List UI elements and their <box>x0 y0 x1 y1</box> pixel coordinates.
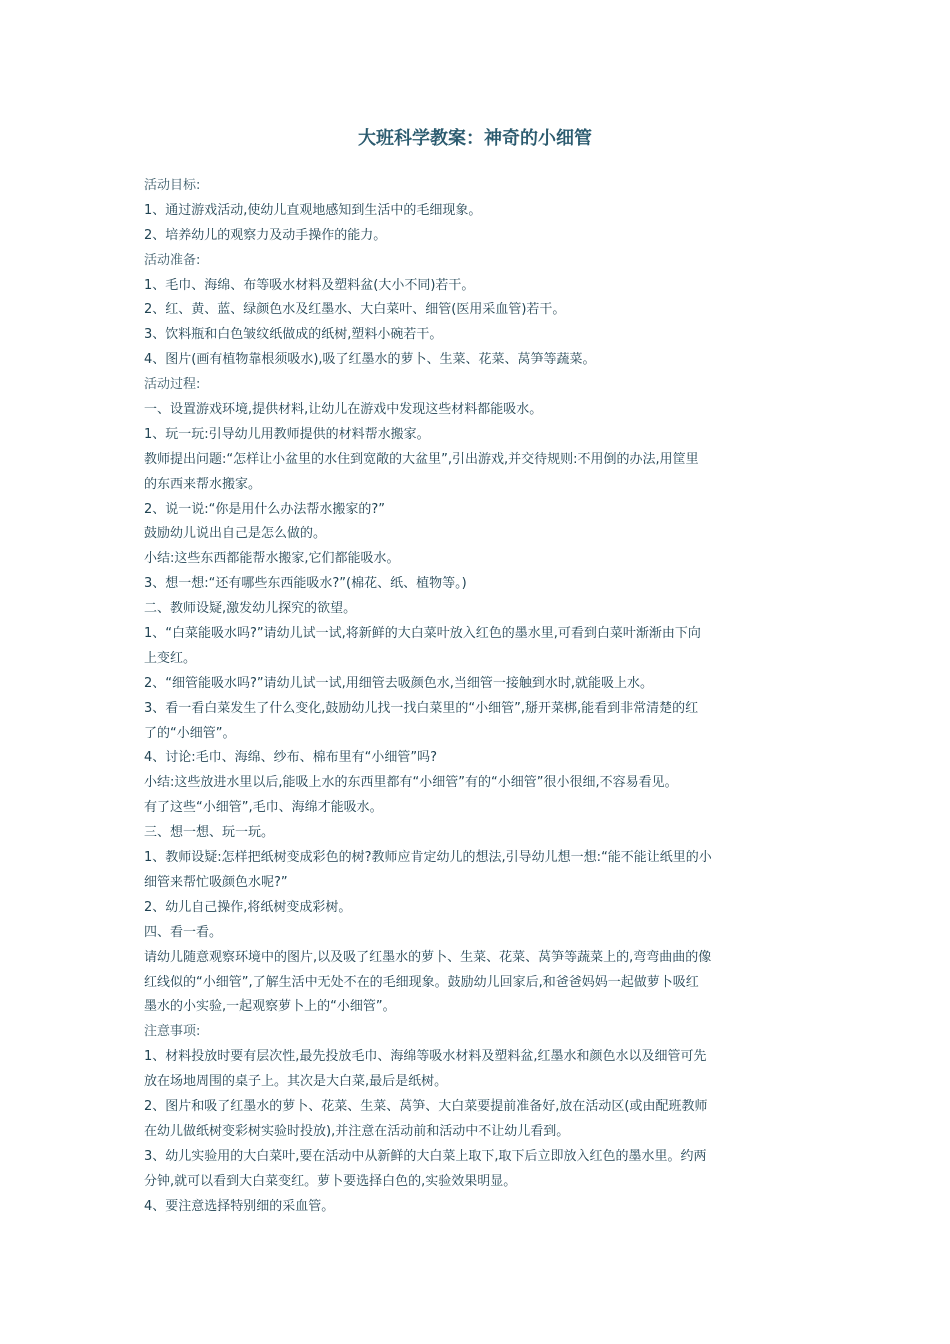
paragraph-line: 1、教师设疑:怎样把纸树变成彩色的树?教师应肯定幼儿的想法,引导幼儿想一想:“能不能让纸里的小 <box>144 850 712 866</box>
paragraph-line: 三、想一想、玩一玩。 <box>144 825 275 841</box>
document-title: 大班科学教案：神奇的小细管 <box>358 128 592 149</box>
paragraph-line: 2、红、黄、蓝、绿颜色水及红墨水、大白菜叶、细管(医用采血管)若干。 <box>144 302 566 318</box>
section-heading: 活动过程: <box>144 377 201 393</box>
paragraph-line: 3、看一看白菜发生了什么变化,鼓励幼儿找一找白菜里的“小细管”,掰开菜梆,能看到非常清楚的红 <box>144 700 699 716</box>
paragraph-line: 鼓励幼儿说出自己是怎么做的。 <box>144 526 327 542</box>
paragraph-line: 1、毛巾、海绵、布等吸水材料及塑料盆(大小不同)若干。 <box>144 277 475 293</box>
paragraph-line: 小结:这些放进水里以后,能吸上水的东西里都有“小细管”有的“小细管”很小很细,不容易看见。 <box>144 775 678 791</box>
paragraph-line: 墨水的小实验,一起观察萝卜上的“小细管”。 <box>144 999 396 1015</box>
section-heading: 注意事项: <box>144 1024 201 1040</box>
paragraph-line: 1、通过游戏活动,使幼儿直观地感知到生活中的毛细现象。 <box>144 202 482 218</box>
paragraph-line: 3、幼儿实验用的大白菜叶,要在活动中从新鲜的大白菜上取下,取下后立即放入红色的墨水里。约两 <box>144 1148 707 1164</box>
section-heading: 活动准备: <box>144 252 201 268</box>
paragraph-line: 1、材料投放时要有层次性,最先投放毛巾、海绵等吸水材料及塑料盆,红墨水和颜色水以及细管可先 <box>144 1049 707 1065</box>
paragraph-line: 分钟,就可以看到大白菜变红。萝卜要选择白色的,实验效果明显。 <box>144 1173 517 1189</box>
paragraph-line: 4、要注意选择特别细的采血管。 <box>144 1198 335 1214</box>
paragraph-line: 四、看一看。 <box>144 924 223 940</box>
paragraph-line: 1、“白菜能吸水吗?”请幼儿试一试,将新鲜的大白菜叶放入红色的墨水里,可看到白菜叶渐渐由下向 <box>144 626 701 642</box>
paragraph-line: 细管来帮忙吸颜色水呢?” <box>144 874 288 890</box>
paragraph-line: 1、玩一玩:引导幼儿用教师提供的材料帮水搬家。 <box>144 426 430 442</box>
section-heading: 活动目标: <box>144 178 201 193</box>
paragraph-line: 4、讨论:毛巾、海绵、纱布、棉布里有“小细管”吗? <box>144 750 438 766</box>
paragraph-line: 的东西来帮水搬家。 <box>144 476 262 492</box>
paragraph-line: 有了这些“小细管”,毛巾、海绵才能吸水。 <box>144 800 383 816</box>
paragraph-line: 了的“小细管”。 <box>144 725 236 741</box>
paragraph-line: 红线似的“小细管”,了解生活中无处不在的毛细现象。鼓励幼儿回家后,和爸爸妈妈一起做萝卜吸红 <box>144 974 699 990</box>
paragraph-line: 请幼儿随意观察环境中的图片,以及吸了红墨水的萝卜、生菜、花菜、莴笋等蔬菜上的,弯弯曲曲的像 <box>144 949 712 965</box>
paragraph-line: 一、设置游戏环境,提供材料,让幼儿在游戏中发现这些材料都能吸水。 <box>144 402 543 418</box>
paragraph-line: 上变红。 <box>144 650 197 666</box>
paragraph-line: 在幼儿做纸树变彩树实验时投放),并注意在活动前和活动中不让幼儿看到。 <box>144 1123 570 1139</box>
paragraph-line: 小结:这些东西都能帮水搬家,它们都能吸水。 <box>144 551 400 567</box>
paragraph-line: 二、教师设疑,激发幼儿探究的欲望。 <box>144 601 357 617</box>
paragraph-line: 4、图片(画有植物靠根须吸水),吸了红墨水的萝卜、生菜、花菜、莴笋等蔬菜。 <box>144 352 596 368</box>
document-body <box>144 174 812 1219</box>
paragraph-line: 2、“细管能吸水吗?”请幼儿试一试,用细管去吸颜色水,当细管一接触到水时,就能吸上水。 <box>144 675 654 691</box>
paragraph-line: 2、图片和吸了红墨水的萝卜、花菜、生菜、莴笋、大白菜要提前准备好,放在活动区(或由配班教师 <box>144 1098 708 1114</box>
paragraph-line: 放在场地周围的桌子上。其次是大白菜,最后是纸树。 <box>144 1074 448 1090</box>
paragraph-line: 2、说一说:“你是用什么办法帮水搬家的?” <box>144 501 386 517</box>
paragraph-line: 2、幼儿自己操作,将纸树变成彩树。 <box>144 899 352 915</box>
paragraph-line: 2、培养幼儿的观察力及动手操作的能力。 <box>144 227 387 243</box>
paragraph-line: 3、饮料瓶和白色皱纹纸做成的纸树,塑料小碗若干。 <box>144 327 443 343</box>
paragraph-line: 教师提出问题:“怎样让小盆里的水住到宽敞的大盆里”,引出游戏,并交待规则:不用倒的办法,用筐里 <box>144 451 699 467</box>
paragraph-line: 3、想一想:“还有哪些东西能吸水?”(棉花、纸、植物等。) <box>144 576 467 592</box>
